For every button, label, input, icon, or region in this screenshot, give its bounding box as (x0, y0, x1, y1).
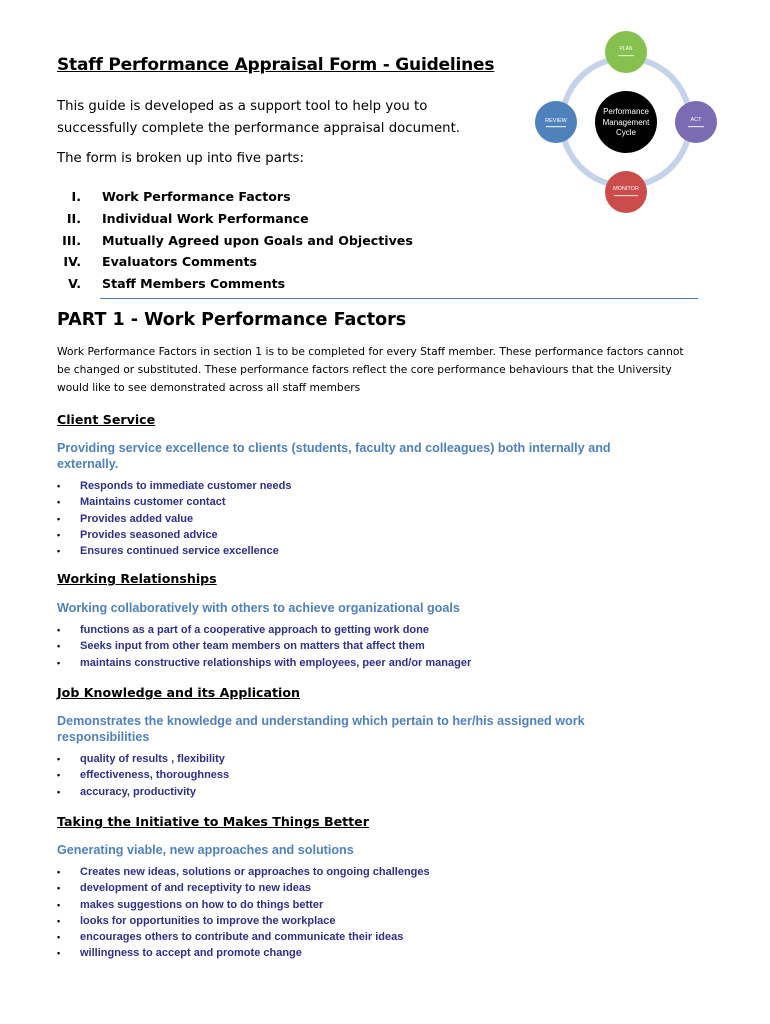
list-item (57, 897, 430, 913)
bullet-icon: • (57, 657, 61, 668)
list-item (57, 622, 471, 638)
list-item-text: maintains constructive relationships with employees, peer and/or manager (80, 656, 472, 669)
list-item (57, 494, 292, 510)
intro-paragraph: This guide is developed as a support tool to help you to successfully complete the performance appraisal document. (57, 99, 461, 136)
parts-list-item (57, 230, 413, 252)
parts-list-item (57, 208, 309, 230)
list-item-text: Provides added value (80, 512, 194, 525)
part1-description: Work Performance Factors in section 1 is to be completed for every Staff member. These performance factors cannot be changed or substituted. These performance factors reflect the core performance behaviours that the University would like to see demonstrated across all staff members (57, 345, 684, 394)
list-item (57, 913, 430, 929)
part-label: Staff Members Comments (102, 276, 286, 292)
cycle-node-review (535, 101, 577, 143)
list-item-text: Maintains customer contact (80, 496, 226, 509)
act-label: ACT (690, 117, 702, 123)
section-subtitle: Working collaboratively with others to achieve organizational goals (57, 601, 460, 615)
cycle-center-line-1: Performance (603, 107, 649, 116)
part-number: V. (68, 276, 81, 292)
bullet-icon: • (57, 867, 61, 877)
monitor-label: MONITOR (613, 186, 639, 192)
part-number: II. (66, 210, 81, 226)
list-item (57, 511, 292, 527)
list-item (57, 655, 471, 671)
list-item (57, 478, 292, 494)
list-item (57, 527, 292, 543)
bullet-icon: • (57, 546, 61, 557)
review-label: REVIEW (545, 118, 567, 124)
parts-list (57, 186, 413, 295)
cycle-center-line-2: Management (602, 118, 650, 127)
part-label: Evaluators Comments (102, 254, 258, 270)
list-item-text: functions as a part of a cooperative approach to getting work done (80, 624, 429, 636)
bullet-icon: • (57, 625, 61, 635)
list-item-text: makes suggestions on how to do things better (80, 898, 324, 911)
part1-heading: PART 1 - Work Performance Factors (57, 310, 407, 330)
list-item-text: encourages others to contribute and communicate their ideas (80, 931, 404, 944)
bullet-icon: • (57, 948, 61, 959)
plan-subtext (618, 55, 634, 56)
part-label: Individual Work Performance (102, 210, 309, 226)
list-item (57, 543, 292, 559)
list-item (57, 929, 430, 945)
section-divider (100, 298, 698, 299)
section-bullets (57, 478, 292, 559)
parts-list-item (57, 273, 286, 295)
section-subtitle: Providing service excellence to clients (students, faculty and colleagues) both internally and externally. (57, 441, 611, 471)
section-subtitle: Demonstrates the knowledge and understanding which pertain to her/his assigned work responsibilities (57, 714, 585, 744)
monitor-subtext (614, 195, 638, 196)
section-subtitle: Generating viable, new approaches and solutions (57, 843, 354, 857)
section-title-taking-initiative: Taking the Initiative to Makes Things Better (57, 814, 369, 829)
parts-list-item (57, 251, 258, 273)
list-item-text: effectiveness, thoroughness (80, 769, 230, 782)
cycle-node-act (675, 101, 717, 143)
list-item-text: quality of results , flexibility (80, 753, 225, 765)
plan-circle (605, 31, 647, 73)
bullet-icon: • (57, 915, 61, 926)
list-item (57, 638, 471, 654)
page-title: Staff Performance Appraisal Form - Guidelines (57, 55, 495, 75)
section-bullets (57, 864, 430, 962)
bullet-icon: • (57, 932, 61, 943)
parts-list-item (57, 186, 291, 208)
section-title-job-knowledge: Job Knowledge and its Application (57, 685, 300, 700)
performance-cycle-diagram (530, 30, 725, 215)
part-label: Mutually Agreed upon Goals and Objectives (102, 232, 413, 248)
part-number: IV. (63, 254, 81, 270)
list-item-text: looks for opportunities to improve the workplace (80, 914, 336, 927)
bullet-icon: • (57, 899, 61, 910)
cycle-center (595, 91, 657, 153)
parts-intro: The form is broken up into five parts: (57, 151, 304, 166)
list-item-text: willingness to accept and promote change (80, 947, 302, 960)
list-item (57, 864, 430, 880)
list-item-text: development of and receptivity to new ideas (80, 882, 312, 895)
part-number: III. (62, 232, 81, 248)
list-item (57, 945, 430, 961)
plan-label: PLAN (619, 46, 633, 52)
bullet-icon: • (57, 770, 61, 781)
section-title-working-relationships: Working Relationships (57, 571, 217, 586)
list-item-text: Ensures continued service excellence (80, 545, 279, 558)
bullet-icon: • (57, 497, 61, 508)
list-item-text: Creates new ideas, solutions or approaches to ongoing challenges (80, 866, 430, 878)
list-item (57, 880, 430, 896)
list-item (57, 767, 229, 783)
act-subtext (688, 126, 704, 127)
list-item (57, 784, 229, 800)
bullet-icon: • (57, 481, 61, 491)
list-item (57, 751, 229, 767)
list-item-text: Provides seasoned advice (80, 528, 218, 541)
bullet-icon: • (57, 529, 61, 540)
part-number: I. (71, 189, 81, 204)
section-bullets (57, 751, 229, 800)
review-subtext (546, 126, 566, 127)
bullet-icon: • (57, 513, 61, 524)
bullet-icon: • (57, 883, 61, 894)
list-item-text: accuracy, productivity (80, 785, 196, 798)
section-bullets (57, 622, 471, 671)
list-item-text: Responds to immediate customer needs (80, 480, 292, 492)
list-item-text: Seeks input from other team members on matters that affect them (80, 640, 425, 653)
cycle-node-plan (605, 31, 647, 73)
section-title-client-service: Client Service (57, 412, 156, 427)
bullet-icon: • (57, 641, 61, 652)
bullet-icon: • (57, 786, 61, 797)
monitor-circle (605, 171, 647, 213)
part-label: Work Performance Factors (102, 189, 291, 204)
bullet-icon: • (57, 754, 61, 764)
cycle-node-monitor (605, 171, 647, 213)
cycle-center-line-3: Cycle (615, 128, 637, 137)
